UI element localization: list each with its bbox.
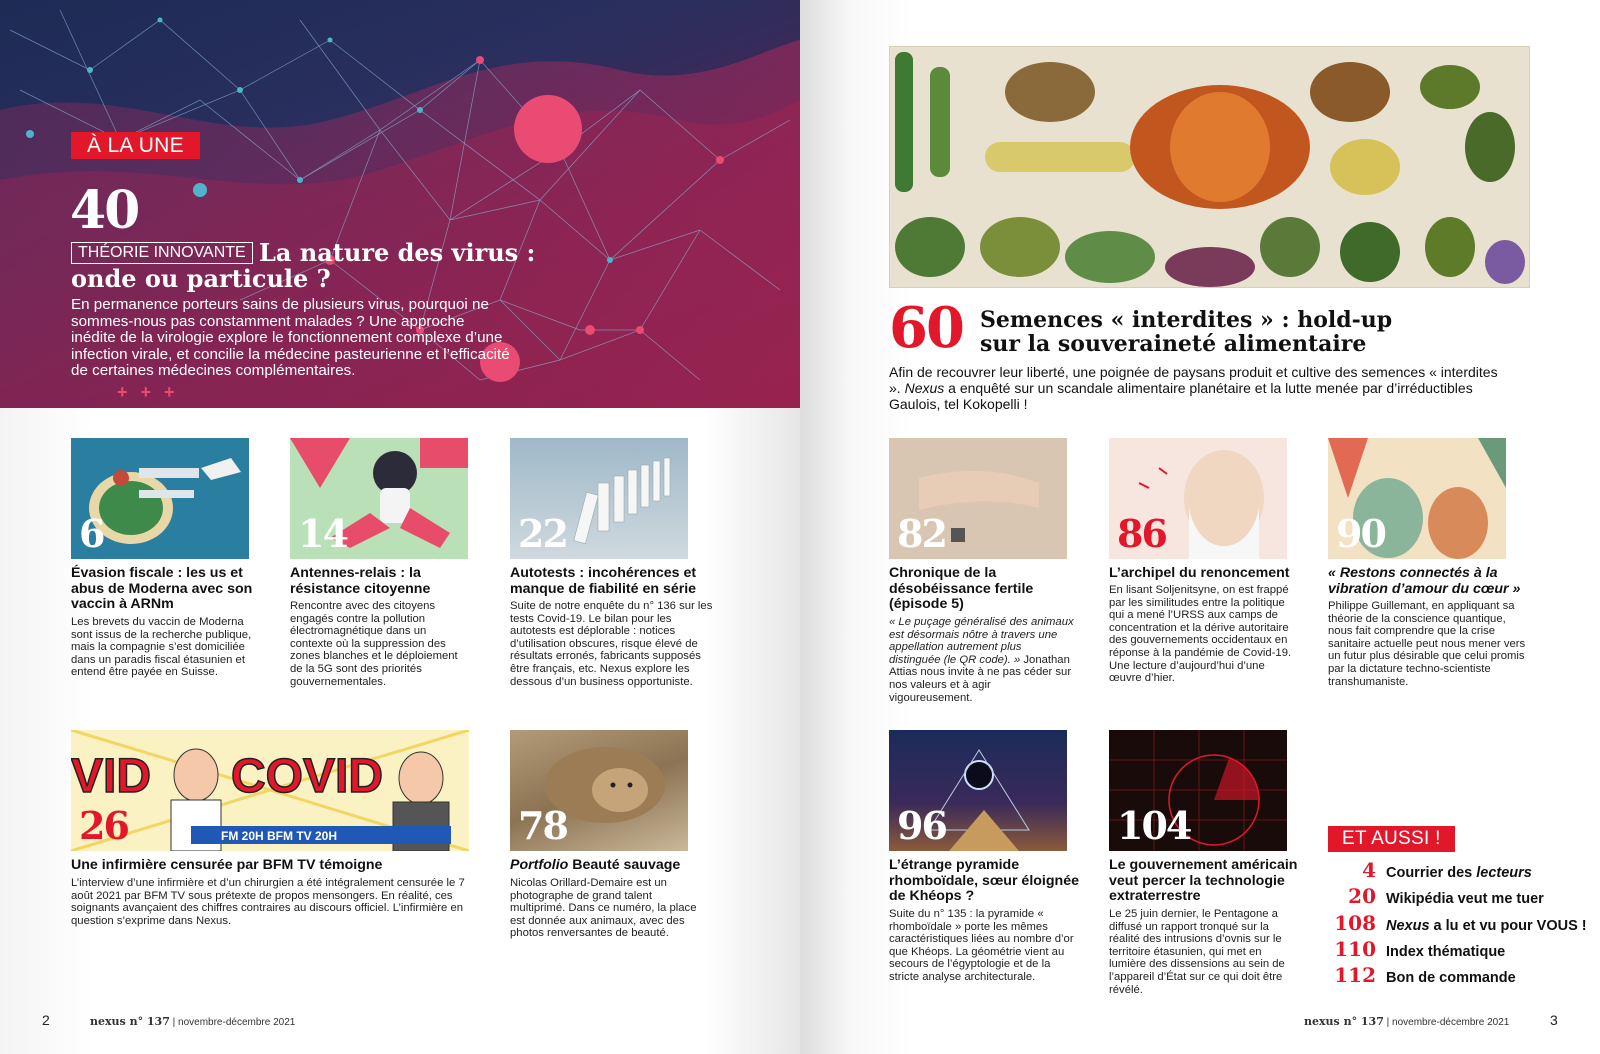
also-tag: ET AUSSI !: [1328, 826, 1455, 852]
article-78-page-number: 78: [518, 803, 567, 848]
cover-story-kicker: THÉORIE INNOVANTE: [71, 242, 253, 264]
vid-text: VID: [71, 750, 152, 803]
article-26-title[interactable]: Une infirmière censurée par BFM TV témoigne: [71, 857, 383, 873]
also-item-label: [1386, 865, 1532, 881]
article-82-page-number: 82: [897, 511, 946, 556]
article-104-page-number: 104: [1117, 803, 1191, 848]
article-14-title[interactable]: Antennes-relais : la résistance citoyenne: [290, 565, 431, 597]
right-footer: [1304, 1015, 1509, 1028]
article-82-quote: « Le puçage généralisé des animaux est désormais nôtre à travers une appellation autrement plus distinguée (le QR code). »: [889, 616, 1074, 666]
article-82-image: [889, 438, 1067, 559]
feature-desc-italic: Nexus: [904, 380, 945, 396]
article-14-page-number: 14: [298, 511, 347, 556]
article-26-summary: L’interview d’une infirmière et d’un chirurgien a été intégralement censurée le 7 août 2021 par BFM TV sous prétexte de propos mensongers. En réalité, ces soignants avançaient des chiffres contraires au discours officiel. L’infirmière en question s’exprime dans Nexus.: [71, 877, 465, 927]
also-item-text: a lu et vu pour VOUS !: [1429, 917, 1587, 934]
article-14-summary: Rencontre avec des citoyens engagés contre la pollution électromagnétique dans un contexte où la suppression des zones blanches et le déploiement de la 5G sont des priorités gouvernementales.: [290, 600, 458, 688]
feature-title-line-2: sur la souveraineté alimentaire: [980, 331, 1367, 357]
also-item-108[interactable]: [1326, 911, 1587, 937]
article-90-image: [1328, 438, 1506, 559]
also-list: [1326, 858, 1587, 989]
also-item-label: Index thématique: [1386, 943, 1506, 960]
also-item-page-number: 20: [1348, 884, 1376, 909]
article-96-image: [889, 730, 1067, 851]
article-96-title[interactable]: L’étrange pyramide rhomboïdale, sœur éloignée de Khéops ?: [889, 857, 1079, 904]
feature-page-number: 60: [889, 295, 963, 361]
article-96-page-number: 96: [897, 803, 946, 848]
article-86-page-number: 86: [1117, 511, 1166, 556]
also-item-label: Bon de commande: [1386, 970, 1516, 987]
right-footer-issue: | novembre-décembre 2021: [1383, 1017, 1510, 1028]
also-item-italic: Nexus: [1386, 917, 1430, 934]
article-22-page-number: 22: [518, 511, 567, 556]
covid-text: COVID: [231, 750, 384, 803]
left-footer-issue: | novembre-décembre 2021: [169, 1017, 296, 1028]
also-item-page-number: 108: [1334, 910, 1376, 935]
plus-decoration: + + +: [117, 382, 179, 402]
article-86-summary: En lisant Soljenitsyne, on est frappé par les similitudes entre la politique qui a mené l’URSS aux camps de concentration et la dérive autoritaire des gouvernements occidentaux en réponse à la pandémie de Covid-19. Une lecture d’aujourd’hui d’une œuvre d’hier.: [1109, 584, 1292, 685]
also-item-112[interactable]: [1326, 963, 1587, 989]
bfm-ticker-text: FM 20H BFM TV 20H: [221, 829, 338, 843]
article-6-page-number: 6: [79, 511, 104, 556]
cover-story-description: En permanence porteurs sains de plusieurs virus, pourquoi ne sommes-nous pas constamment malades ? Une approche inédite de la virologie explore le fonctionnement complexe d’une infection virale, et concilie la médecine pasteurienne et l’efficacité de certaines médecines complémentaires.: [71, 296, 510, 380]
left-footer: [90, 1015, 295, 1028]
article-90-page-number: 90: [1336, 511, 1385, 556]
article-82-title[interactable]: Chronique de la désobéissance fertile (épisode 5): [889, 565, 1034, 612]
cover-story-tag: À LA UNE: [71, 132, 200, 159]
article-6-summary: Les brevets du vaccin de Moderna sont issus de la recherche publique, mais la compagnie s’est domiciliée dans un paradis fiscal étasunien et entend être payée en Suisse.: [71, 616, 252, 679]
article-22-summary: Suite de notre enquête du n° 136 sur les tests Covid-19. Le bilan pour les autotests est déplorable : notices d’utilisation obscures, risque élevé de résultats erronés, fabricants supposés être français, etc. Nexus explore les dessous d’un business opportuniste.: [510, 600, 713, 688]
article-104-summary: Le 25 juin dernier, le Pentagone a diffusé un rapport tronqué sur la réalité des intrusions d’ovnis sur le territoire étasunien, qui met en lumière des dissensions au sein de l’appareil d’État sur ce qui doit être révélé.: [1109, 908, 1285, 996]
feature-desc-part-1: Afin de recouvrer leur liberté, une poignée de paysans produit et cultive des semences « interdites ».: [889, 364, 1498, 396]
bfm-cartoon-illustration: [71, 730, 469, 851]
article-14-image: [290, 438, 468, 559]
vegetable-illustration: [890, 47, 1530, 288]
cover-story-page-number: 40: [70, 180, 139, 241]
right-footer-magazine: nexus n° 137: [1304, 1015, 1384, 1028]
right-page-number: 3: [1550, 1012, 1558, 1028]
also-item-text: Courrier des: [1386, 865, 1477, 881]
feature-title[interactable]: [980, 308, 1392, 356]
also-item-4[interactable]: [1326, 858, 1587, 884]
article-86-title[interactable]: L’archipel du renoncement: [1109, 565, 1290, 581]
article-86-image: [1109, 438, 1287, 559]
article-78-image: [510, 730, 688, 851]
article-22-title[interactable]: Autotests : incohérences et manque de fiabilité en série: [510, 565, 697, 597]
also-item-20[interactable]: [1326, 884, 1587, 910]
article-78-summary: Nicolas Orillard-Demaire est un photographe de grand talent multiprimé. Dans ce numéro, la place est donnée aux animaux, avec des photos renversantes de beauté.: [510, 877, 697, 940]
article-104-image: [1109, 730, 1287, 851]
also-item-italic: lecteurs: [1476, 865, 1532, 881]
article-26-page-number: 26: [79, 803, 128, 848]
left-page-number: 2: [42, 1012, 50, 1028]
article-90-summary: Philippe Guillemant, en appliquant sa théorie de la conscience quantique, nous fait comprendre que la crise sanitaire actuelle peut nous mener vers un futur plus désirable que celui promis par la dictature techno-scientiste transhumaniste.: [1328, 600, 1526, 688]
article-82-summary-text: Jonathan Attias nous invite à ne pas céder sur nos valeurs et à agir vigoureusement.: [889, 653, 1072, 704]
feature-vegetables-image: [889, 46, 1530, 288]
cover-story-title[interactable]: La nature des virus : onde ou particule ?: [71, 238, 536, 293]
article-90-title[interactable]: « Restons connectés à la vibration d’amour du cœur »: [1328, 565, 1521, 597]
also-item-label: [1386, 918, 1587, 934]
left-footer-magazine: nexus n° 137: [90, 1015, 170, 1028]
also-item-page-number: 110: [1334, 936, 1376, 961]
article-78-title-italic: Portfolio: [510, 857, 569, 873]
article-26-image: [71, 730, 469, 851]
also-item-page-number: 112: [1334, 963, 1376, 988]
also-item-label: Wikipédia veut me tuer: [1386, 891, 1544, 908]
article-78-title-text: Beauté sauvage: [572, 857, 681, 873]
article-82-summary: [889, 616, 1075, 704]
hero-cover-story[interactable]: [0, 0, 800, 408]
article-104-title[interactable]: Le gouvernement américain veut percer la technologie extraterrestre: [1109, 857, 1298, 904]
article-6-title[interactable]: Évasion fiscale : les us et abus de Moderna avec son vaccin à ARNm: [71, 565, 253, 612]
article-22-image: [510, 438, 688, 559]
also-item-page-number: 4: [1362, 858, 1376, 882]
feature-title-line-1: Semences « interdites » : hold-up: [980, 307, 1393, 333]
also-item-110[interactable]: [1326, 937, 1587, 963]
article-96-summary: Suite du n° 135 : la pyramide « rhomboïdale » porte les mêmes caractéristiques liées au nombre d’or que Khéops. La géométrie vient au secours de l’égyptologie et de la stricte analyse architecturale.: [889, 908, 1074, 983]
article-78-title[interactable]: [510, 858, 720, 874]
feature-desc-part-2: a enquêté sur un scandale alimentaire planétaire et la lutte menée par d’irréductibles Gaulois, tel Kokopelli !: [889, 380, 1473, 412]
feature-description: [889, 364, 1499, 412]
article-6-image: [71, 438, 249, 559]
